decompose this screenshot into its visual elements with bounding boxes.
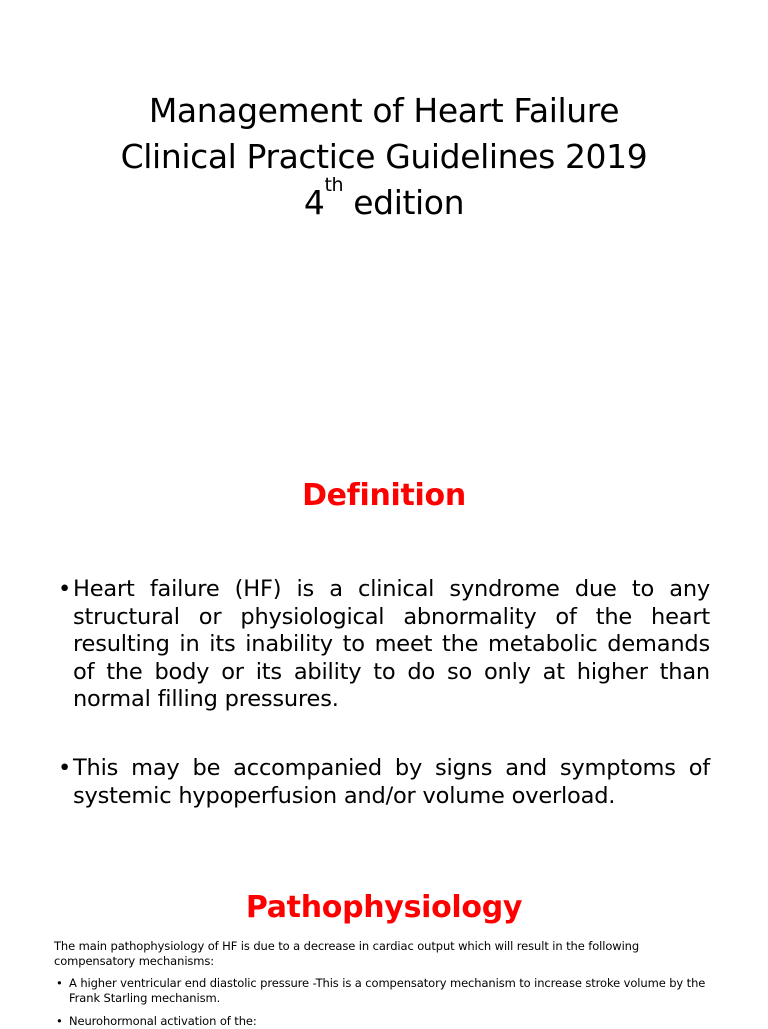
pathophysiology-bullet-1 [54,976,714,1006]
edition-number: 4 [303,183,325,222]
document-title [0,88,768,226]
bullet-icon: • [58,576,72,602]
definition-bullet-1-text: Heart failure (HF) is a clinical syndrome due to any structural or physiological abnormality of the heart resulting in its inability to meet the metabolic demands of the body or its ability to do so only at higher than normal filling pressures. [73,576,710,712]
title-line-3 [0,174,768,226]
pathophysiology-heading: Pathophysiology [245,890,523,925]
pathophysiology-bullet-2-text: Neurohormonal activation of the: [69,1014,257,1028]
edition-ordinal-suffix: th [324,174,344,196]
bullet-icon: • [58,755,72,781]
edition-word: edition [343,183,465,222]
pathophysiology-bullet-2 [54,1014,714,1029]
definition-bullet-2 [58,755,710,810]
pathophysiology-intro: The main pathophysiology of HF is due to a decrease in cardiac output which will result in the following compensatory mechanisms: [54,939,640,968]
definition-bullet-2-text: This may be accompanied by signs and symptoms of systemic hypoperfusion and/or volume overload. [73,755,710,809]
bullet-icon: • [56,1014,63,1028]
definition-bullet-1 [58,576,710,714]
definition-heading: Definition [302,478,466,513]
title-line-1: Management of Heart Failure [148,91,620,130]
title-line-2: Clinical Practice Guidelines 2019 [120,137,648,176]
bullet-icon: • [56,976,63,990]
pathophysiology-bullet-1-text: A higher ventricular end diastolic pressure -This is a compensatory mechanism to increase stroke volume by the Frank Starling mechanism. [69,976,706,1005]
